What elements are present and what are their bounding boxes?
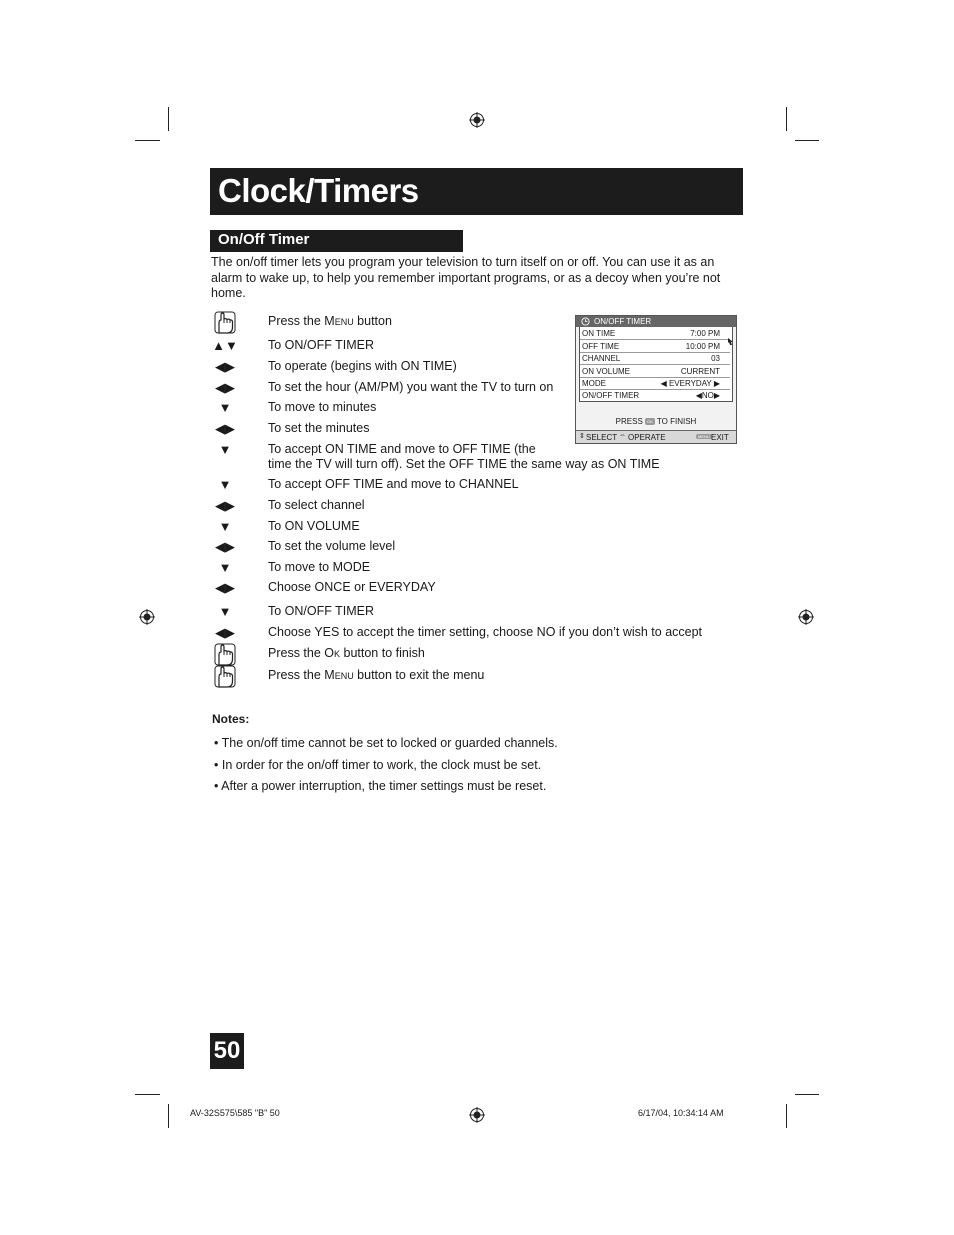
osd-row: [580, 341, 730, 353]
intro-paragraph: The on/off timer lets you program your television to turn itself on or off. You can use it as an alarm to wake up, to help you remember important programs, or as a decoy when you’re not home.: [211, 255, 721, 300]
button-name: Ok: [324, 646, 341, 660]
arrow-down-icon: ▼: [218, 604, 232, 619]
arrow-up-down-icon: ▲▼: [212, 338, 238, 353]
arrow-left-right-icon: ◀▶: [215, 359, 235, 374]
page-number: 50: [210, 1033, 244, 1069]
osd-row: [580, 390, 730, 401]
crop-mark: [795, 1094, 819, 1095]
registration-mark-icon: [469, 112, 485, 128]
arrow-left-right-icon: ◀▶: [215, 380, 235, 395]
osd-row-value: 03: [711, 354, 720, 363]
crop-mark: [135, 140, 160, 141]
notes-heading: Notes:: [212, 712, 250, 726]
up-down-icon: ⇕: [579, 433, 585, 440]
step-text: To ON/OFF TIMER: [268, 604, 375, 618]
arrow-down-icon: ▼: [218, 560, 232, 575]
step-text: To ON/OFF TIMER: [268, 338, 375, 352]
osd-row-value: CURRENT: [680, 367, 720, 376]
osd-finish-text: TO FINISH: [656, 417, 697, 426]
button-name: Menu: [324, 314, 354, 328]
osd-row-label: ON VOLUME: [582, 367, 631, 376]
osd-row-label: ON TIME: [582, 329, 616, 338]
step-text: To ON VOLUME: [268, 519, 360, 533]
arrow-left-right-icon: ◀▶: [215, 625, 235, 640]
crop-mark: [786, 1104, 787, 1128]
step-text: To accept OFF TIME and move to CHANNEL: [268, 477, 519, 491]
arrow-left-right-icon: ◀▶: [215, 580, 235, 595]
osd-row: [580, 378, 730, 390]
osd-row-value: 10:00 PM: [685, 342, 720, 351]
osd-row-label: ON/OFF TIMER: [582, 391, 640, 400]
osd-row: [580, 353, 730, 365]
osd-footer: [576, 430, 736, 443]
osd-row-value: ◀ EVERYDAY ▶: [660, 379, 720, 388]
osd-press-text: PRESS: [615, 417, 643, 426]
crop-mark: [135, 1094, 160, 1095]
osd-operate-label: OPERATE: [628, 433, 666, 442]
remote-button-hand-icon: [210, 311, 240, 338]
osd-row-label: OFF TIME: [582, 342, 620, 351]
remote-button-hand-icon: [210, 665, 240, 692]
step-text: To select channel: [268, 498, 365, 512]
osd-row-value: 7:00 PM: [690, 329, 720, 338]
note-item: • In order for the on/off timer to work, the clock must be set.: [214, 758, 542, 772]
clock-icon: [581, 317, 590, 326]
step-text: To operate (begins with ON TIME): [268, 359, 457, 373]
footer-file-info: AV-32S575\585 "B" 50: [190, 1108, 280, 1118]
step-text: Press the Menu button: [268, 314, 392, 328]
crop-mark: [168, 107, 169, 131]
osd-title: ON/OFF TIMER: [594, 317, 652, 326]
left-right-icon: ⇔: [619, 432, 626, 439]
arrow-down-icon: ▼: [218, 442, 232, 457]
footer-timestamp: 6/17/04, 10:34:14 AM: [638, 1108, 724, 1118]
step-text: To set the hour (AM/PM) you want the TV to turn on: [268, 380, 554, 394]
on-off-timer-screen: [575, 315, 737, 444]
crop-mark: [168, 1104, 169, 1128]
arrow-down-icon: ▼: [218, 477, 232, 492]
crop-mark: [795, 140, 819, 141]
section-heading: On/Off Timer: [218, 231, 310, 248]
arrow-down-icon: ▼: [218, 400, 232, 415]
registration-mark-icon: [798, 609, 814, 625]
osd-row: [580, 366, 730, 378]
osd-exit-label: EXIT: [711, 433, 729, 442]
step-text: Choose YES to accept the timer setting, choose NO if you don’t wish to accept: [268, 625, 703, 639]
note-item: • After a power interruption, the timer settings must be reset.: [214, 779, 547, 793]
step-text: To accept ON TIME and move to OFF TIME (the time the TV will turn off). Set the OFF TIME the same way as ON TIME: [268, 442, 660, 471]
section-heading-bar: [210, 230, 463, 252]
step-text: To set the volume level: [268, 539, 396, 553]
note-item: • The on/off time cannot be set to locked or guarded channels.: [214, 736, 558, 750]
cursor-arrow-icon: [727, 338, 734, 346]
osd-header: [576, 316, 736, 327]
step-text: To move to minutes: [268, 400, 377, 414]
page-title: Clock/Timers: [218, 172, 419, 209]
menu-button-icon: MENU: [698, 434, 710, 439]
crop-mark: [786, 107, 787, 131]
osd-select-label: SELECT: [586, 433, 618, 442]
osd-row: [580, 328, 730, 340]
arrow-left-right-icon: ◀▶: [215, 539, 235, 554]
step-text: To set the minutes: [268, 421, 370, 435]
osd-row-value: ◀NO▶: [695, 391, 720, 400]
osd-press-line: [576, 417, 736, 426]
registration-mark-icon: [469, 1107, 485, 1123]
registration-mark-icon: [139, 609, 155, 625]
step-text: To move to MODE: [268, 560, 371, 574]
arrow-down-icon: ▼: [218, 519, 232, 534]
osd-row-label: CHANNEL: [582, 354, 621, 363]
osd-row-label: MODE: [582, 379, 606, 388]
button-name: Menu: [324, 668, 354, 682]
step-text: Press the Menu button to exit the menu: [268, 668, 485, 682]
page-title-bar: [210, 168, 743, 215]
ok-button-icon: OK: [647, 419, 653, 425]
arrow-left-right-icon: ◀▶: [215, 498, 235, 513]
step-text: Choose ONCE or EVERYDAY: [268, 580, 436, 594]
arrow-left-right-icon: ◀▶: [215, 421, 235, 436]
step-text: Press the Ok button to finish: [268, 646, 425, 660]
